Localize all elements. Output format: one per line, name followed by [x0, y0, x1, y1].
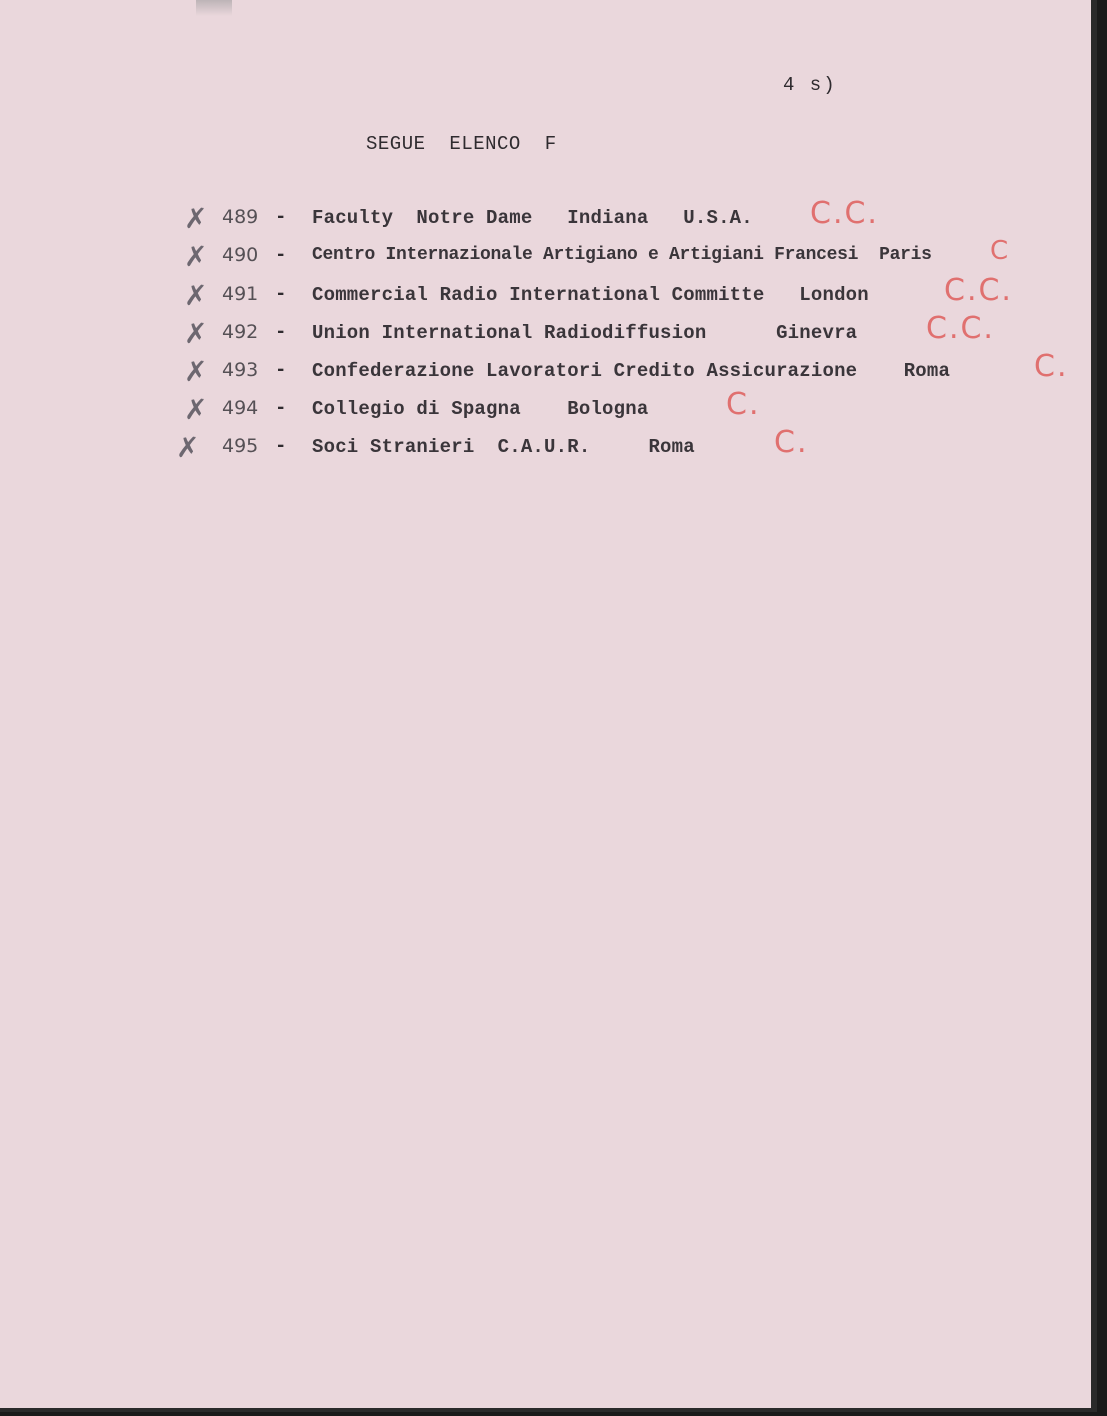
entry-number: 490: [222, 244, 259, 266]
handwritten-annotation: C.C.: [926, 311, 995, 346]
list-item: [0, 273, 1097, 312]
entry-text: Union International Radiodiffusion Ginevra: [312, 322, 858, 344]
entry-dash: -: [275, 359, 287, 381]
list-item: [0, 349, 1097, 388]
handwritten-annotation: C.: [774, 425, 809, 460]
check-mark-icon: ✗: [184, 317, 208, 350]
check-mark-icon: ✗: [184, 202, 208, 235]
entry-dash: -: [275, 244, 287, 266]
entry-number: 494: [222, 397, 259, 419]
entry-text: Soci Stranieri C.A.U.R. Roma: [312, 436, 695, 458]
entry-number: 491: [222, 283, 259, 305]
entry-text: Faculty Notre Dame Indiana U.S.A.: [312, 207, 753, 229]
entry-text: Commercial Radio International Committe London: [312, 284, 869, 306]
list-item: [0, 236, 1097, 273]
handwritten-annotation: C.: [1034, 349, 1069, 384]
page-number: 4 s): [783, 74, 837, 96]
check-mark-icon: ✗: [184, 393, 208, 426]
entry-dash: -: [275, 435, 287, 457]
list-item: [0, 311, 1097, 350]
entry-text: Confederazione Lavoratori Credito Assicurazione Roma: [312, 360, 951, 382]
list-item: [0, 387, 1097, 426]
entry-number: 489: [222, 206, 259, 228]
check-mark-icon: ✗: [184, 240, 208, 273]
handwritten-annotation: C.C.: [810, 196, 879, 231]
check-mark-icon: ✗: [184, 355, 208, 388]
entry-number: 492: [222, 321, 259, 343]
handwritten-annotation: C.: [726, 387, 761, 422]
check-mark-icon: ✗: [176, 431, 200, 464]
list-item: [0, 196, 1097, 235]
check-mark-icon: ✗: [184, 279, 208, 312]
entry-dash: -: [275, 206, 287, 228]
entry-number: 493: [222, 359, 259, 381]
paper-fold: [196, 0, 232, 16]
entry-text: Collegio di Spagna Bologna: [312, 398, 649, 420]
entry-dash: -: [275, 397, 287, 419]
handwritten-annotation: C.C.: [944, 273, 1013, 308]
list-item: [0, 425, 1097, 464]
entry-number: 495: [222, 435, 259, 457]
handwritten-annotation: C: [990, 236, 1011, 266]
entry-dash: -: [275, 321, 287, 343]
list-heading: SEGUE ELENCO F: [366, 133, 557, 155]
entry-dash: -: [275, 283, 287, 305]
entry-text: Centro Internazionale Artigiano e Artigiani Francesi Paris: [312, 245, 932, 265]
